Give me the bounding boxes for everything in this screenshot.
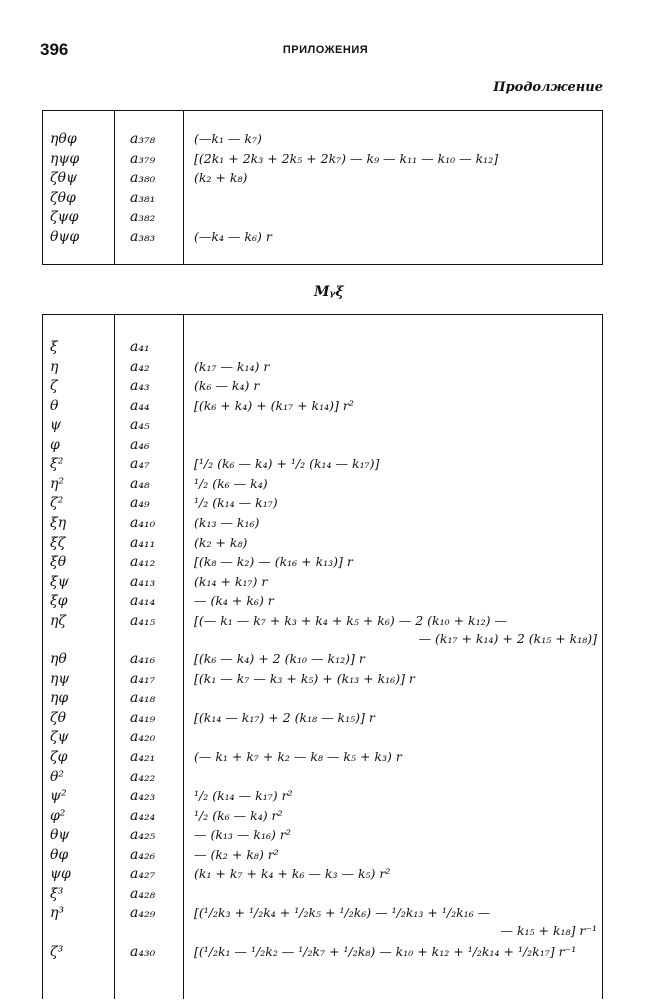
table-row [42,651,603,671]
term-cell: ηθφ [50,131,77,147]
table-row [42,417,603,437]
table-row [42,749,603,769]
coefficient-cell: a₄₂₂ [130,768,156,785]
table-row [42,690,603,710]
expression-cell: (k₂ + k₈) [194,170,248,185]
coefficient-cell: a₄₁₉ [130,709,156,726]
coefficient-cell: a₄₅ [130,417,150,434]
term-cell: θψφ [50,228,80,245]
term-cell: ξψ [50,573,69,590]
expression-cell: (— k₁ + k₇ + k₂ — k₈ — k₅ + k₃) r [194,749,402,764]
coefficient-cell: a₄₁₇ [130,670,156,687]
expression-cell: ¹/₂ (k₁₄ — k₁₇) r² [194,788,293,804]
coefficient-cell: a₄₃₀ [130,943,156,960]
term-cell: ζψ [50,729,69,746]
table-row [42,378,603,398]
term-cell: ψφ [50,866,71,883]
expression-cell: (k₁₇ — k₁₄) r [194,358,270,374]
table-row [42,671,603,691]
table-row [42,151,603,171]
table-row [42,535,603,555]
coefficient-cell: a₄₄ [130,397,150,414]
term-cell: ξζ [50,534,66,551]
table-row [42,866,603,886]
table-row [42,729,603,749]
term-cell: ζψφ [50,209,79,225]
term-cell: ζ³ [50,943,64,960]
expression-cell: (k₁₄ + k₁₇) r [194,573,268,589]
term-cell: ζθφ [50,189,76,206]
coefficient-cell: a₄₂₆ [130,846,156,863]
term-cell: ψ² [50,788,67,805]
term-cell: ζ² [50,495,64,512]
term-cell: θφ [50,846,69,863]
expression-cell: (—k₄ — k₆) r [194,228,272,244]
coefficient-cell: a₄₁₄ [130,593,156,610]
table-row [42,229,603,249]
table-row [42,847,603,867]
term-cell: ξθ [50,554,67,571]
term-cell: ηψ [50,670,70,687]
table-row [42,437,603,457]
table-row [42,456,603,476]
expression-cell: ¹/₂ (k₆ — k₄) r² [194,807,283,823]
expression-cell: (k₂ + k₈) [194,534,248,550]
term-cell: θ² [50,768,65,785]
coefficient-cell: a₄₁ [130,339,150,355]
table-continued [42,110,603,265]
term-cell: θψ [50,827,70,844]
coefficient-cell: a₄₂₈ [130,885,156,902]
coefficient-cell: a₄₁₀ [130,514,156,531]
coefficient-cell: a₄₂₇ [130,866,156,883]
coefficient-cell: a₄₂₀ [130,729,156,746]
coefficient-cell: a₄₂₁ [130,749,156,765]
table-row [42,170,603,190]
term-cell: φ² [50,807,66,824]
expression-cell: ¹/₂ (k₆ — k₄) [194,475,268,491]
coefficient-cell: a₄₁₈ [130,690,156,707]
table-row [42,827,603,847]
table-row [42,209,603,229]
coefficient-cell: a₄₁₂ [130,554,156,571]
table-row [42,398,603,418]
term-cell: ζφ [50,749,68,765]
expression-cell: — (k₄ + k₆) r [194,593,274,609]
table-row [42,554,603,574]
term-cell: ηθ [50,651,67,668]
table-row [42,593,603,613]
table-row [42,574,603,594]
term-cell: ξ³ [50,885,64,902]
expression-cell: [(¹/₂k₁ — ¹/₂k₂ — ¹/₂k₇ + ¹/₂k₈) — k₁₀ + k₁₂ + ¹/₂k₁₄ + ¹/₂k₁₇] r⁻¹ [194,943,577,959]
table-row [42,905,603,939]
coefficient-cell: a₃₈₀ [130,170,156,186]
section-title: Mᵧξ [314,284,344,300]
term-cell: θ [50,397,59,414]
term-cell: ηζ [50,612,66,629]
table-row [42,886,603,906]
table-row [42,515,603,535]
expression-cell: [(k₈ — k₂) — (k₁₆ + k₁₃)] r [194,554,353,570]
term-cell: ξη [50,514,67,531]
term-cell: φ [50,436,60,453]
term-cell: ξ² [50,456,64,473]
coefficient-cell: a₄₉ [130,495,150,512]
continuation-label: Продолжение [493,80,603,95]
page-number: 396 [40,40,69,59]
table-row [42,710,603,730]
coefficient-cell: a₄₁₁ [130,534,156,551]
term-cell: η [50,358,59,375]
coefficient-cell: a₄₂₉ [130,905,156,922]
expression-cell: (k₆ — k₄) r [194,378,260,394]
term-cell: η² [50,475,64,492]
table-row [42,788,603,808]
coefficient-cell: a₄₇ [130,456,150,473]
table-row [42,476,603,496]
coefficient-cell: a₄₂₄ [130,807,156,824]
coefficient-cell: a₄₂₅ [130,827,156,844]
expression-continuation: — (k₁₇ + k₁₄) + 2 (k₁₅ + k₁₈)] [418,630,597,646]
term-cell: ζθ [50,709,67,726]
table-row [42,359,603,379]
expression-continuation: — k₁₅ + k₁₈] r⁻¹ [500,923,597,939]
expression-cell: [(— k₁ — k₇ + k₃ + k₄ + k₅ + k₆) — 2 (k₁₀ + k₁₂) — [194,612,507,628]
term-cell: ψ [50,417,61,434]
coefficient-cell: a₄₃ [130,378,150,395]
coefficient-cell: a₄₆ [130,436,150,453]
running-head: ПРИЛОЖЕНИЯ [282,44,369,56]
term-cell: ηφ [50,690,69,707]
coefficient-cell: a₄₂₃ [130,788,156,805]
expression-cell: [(k₁₄ — k₁₇) + 2 (k₁₈ — k₁₅)] r [194,709,375,725]
term-cell: ηψφ [50,150,80,167]
term-cell: ζ [50,378,58,395]
coefficient-cell: a₄₁₆ [130,651,156,668]
expression-cell: (k₁ + k₇ + k₄ + k₆ — k₃ — k₅) r² [194,866,391,882]
coefficient-cell: a₃₈₃ [130,228,156,245]
table-m-xi [42,314,603,999]
term-cell: ξφ [50,593,68,610]
expression-cell: [(¹/₂k₃ + ¹/₂k₄ + ¹/₂k₅ + ¹/₂k₆) — ¹/₂k₁₃ + ¹/₂k₁₆ — [194,905,491,921]
coefficient-cell: a₃₇₈ [130,131,156,147]
expression-cell: [(k₁ — k₇ — k₃ + k₅) + (k₁₃ + k₁₆)] r [194,670,415,686]
term-cell: η³ [50,905,64,922]
coefficient-cell: a₃₇₉ [130,150,156,167]
coefficient-cell: a₄₂ [130,358,150,375]
table-row [42,339,603,359]
table-row [42,131,603,151]
table-row [42,769,603,789]
expression-cell: (k₁₃ — k₁₆) [194,514,260,530]
coefficient-cell: a₄₁₃ [130,573,156,590]
expression-cell: [(2k₁ + 2k₃ + 2k₅ + 2k₇) — k₉ — k₁₁ — k₁₀ — k₁₂] [194,150,499,166]
expression-cell: ¹/₂ (k₁₄ — k₁₇) [194,495,278,511]
expression-cell: (—k₁ — k₇) [194,131,262,146]
term-cell: ξ [50,339,58,355]
coefficient-cell: a₃₈₂ [130,209,156,225]
term-cell: ζθψ [50,170,77,186]
table-row [42,944,603,964]
table-row [42,495,603,515]
expression-cell: [(k₆ + k₄) + (k₁₇ + k₁₄)] r² [194,397,354,413]
table-row [42,808,603,828]
expression-cell: [¹/₂ (k₆ — k₄) + ¹/₂ (k₁₄ — k₁₇)] [194,456,380,472]
table-row [42,612,603,646]
expression-cell: — (k₂ + k₈) r² [194,846,279,862]
coefficient-cell: a₄₈ [130,475,150,492]
expression-cell: — (k₁₃ — k₁₆) r² [194,827,291,843]
expression-cell: [(k₆ — k₄) + 2 (k₁₀ — k₁₂)] r [194,651,365,667]
table-row [42,190,603,210]
coefficient-cell: a₄₁₅ [130,612,156,629]
coefficient-cell: a₃₈₁ [130,189,156,206]
